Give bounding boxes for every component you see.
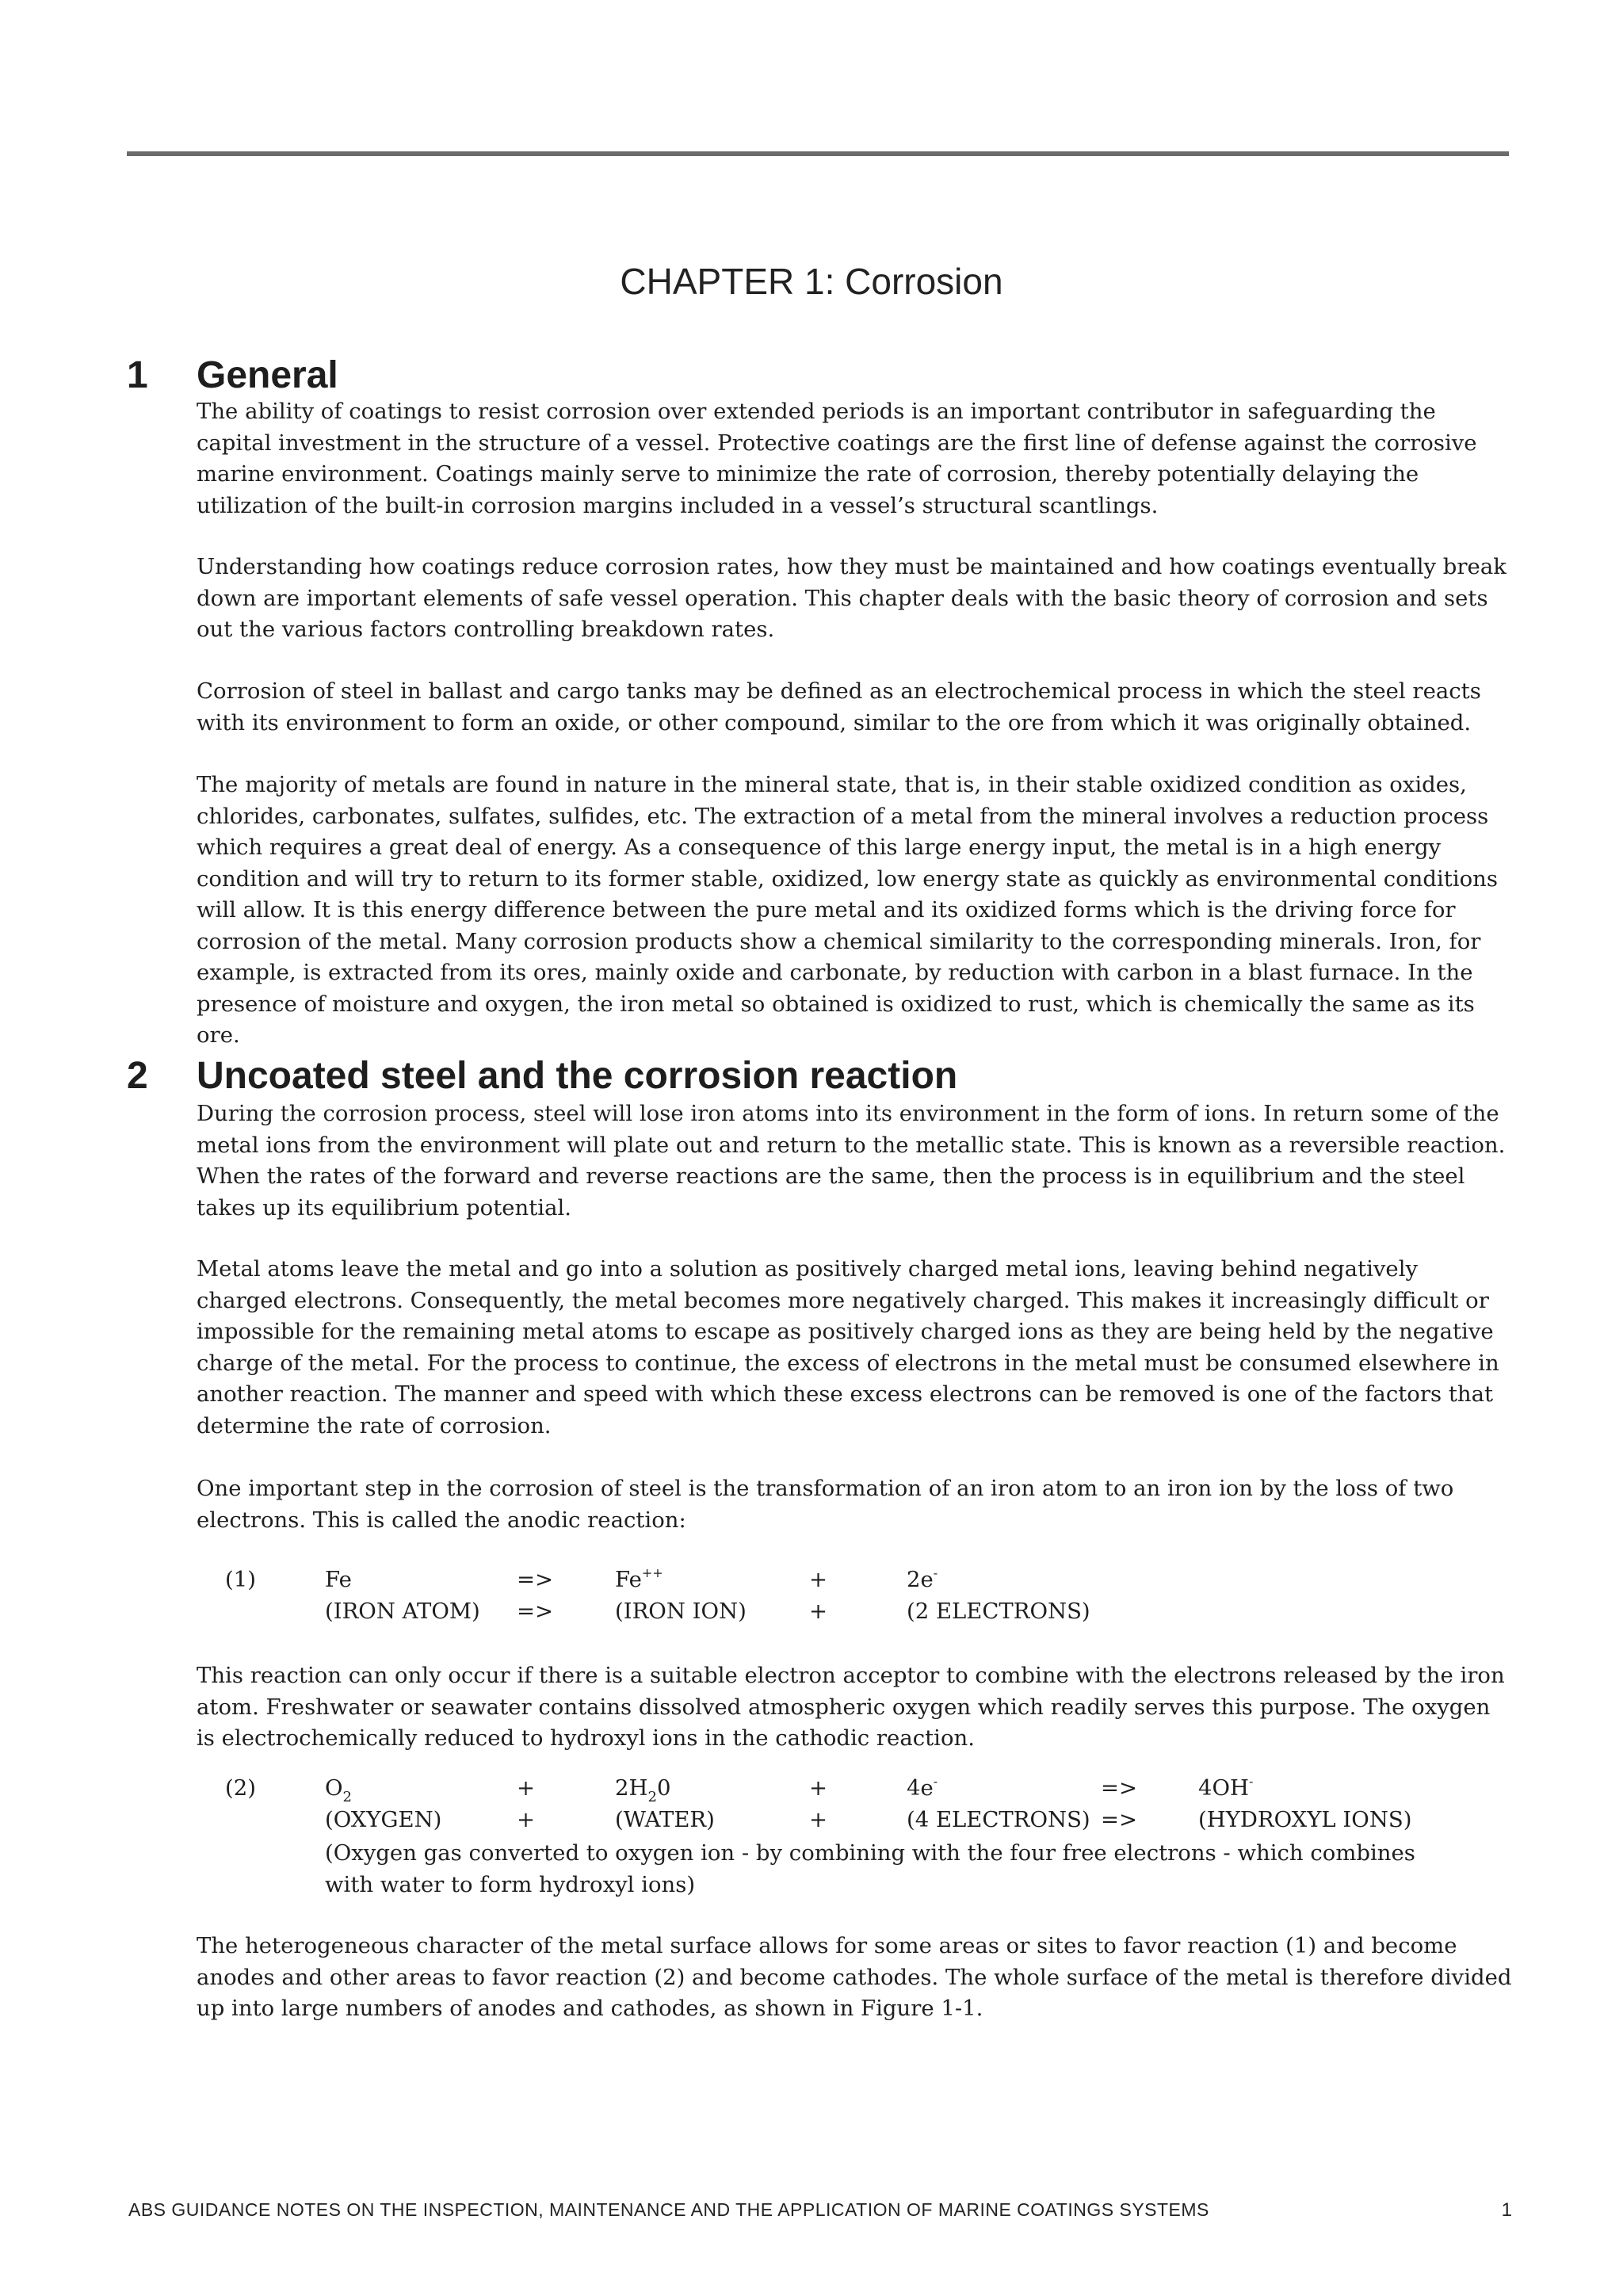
eq-term-base: 2e bbox=[907, 1567, 934, 1592]
header-rule bbox=[127, 151, 1509, 156]
paragraph: The ability of coatings to resist corrosion over extended periods is an important contributor in safeguarding the capital investment in the structure of a vessel. Protective coatings are the first line of defense against the corrosive marine environment. Coatings mainly serve to minimize the rate of corrosion, thereby potentially delaying the utilization of the built-in corrosion margins included in a vessel’s structural scantlings. bbox=[197, 399, 1477, 518]
eq-subscript: 2 bbox=[647, 1789, 657, 1805]
equation-cathodic bbox=[225, 1775, 1509, 1901]
eq-term: (4 ELECTRONS) bbox=[907, 1806, 1090, 1832]
eq-operator: + bbox=[809, 1598, 828, 1624]
footer-title: ABS GUIDANCE NOTES ON THE INSPECTION, MAINTENANCE AND THE APPLICATION OF MARINE COATINGS SYSTEMS bbox=[128, 2199, 1209, 2220]
eq-subscript: 2 bbox=[342, 1789, 352, 1805]
eq-term: (HYDROXYL IONS) bbox=[1198, 1806, 1412, 1832]
chapter-title: CHAPTER 1: Corrosion bbox=[620, 261, 1003, 302]
eq-term-base: 4OH bbox=[1198, 1775, 1250, 1801]
eq-superscript: - bbox=[1249, 1774, 1254, 1789]
paragraph: Corrosion of steel in ballast and cargo tanks may be defined as an electrochemical process in which the steel reacts with its environment to form an oxide, or other compound, similar to the ore from which it was originally obtained. bbox=[197, 678, 1481, 735]
eq-operator: + bbox=[809, 1806, 828, 1832]
section-title: General bbox=[197, 354, 338, 396]
eq-operator: => bbox=[517, 1598, 554, 1624]
eq-term bbox=[907, 1775, 938, 1801]
eq-superscript: - bbox=[933, 1774, 938, 1789]
equation-note: (Oxygen gas converted to oxygen ion - by combining with the four free electrons - which combines with water to form hydroxyl ions) bbox=[325, 1840, 1415, 1897]
equation-label: (2) bbox=[225, 1775, 256, 1801]
eq-operator: + bbox=[517, 1806, 536, 1832]
eq-term bbox=[615, 1567, 663, 1592]
eq-operator: => bbox=[1101, 1806, 1138, 1832]
section-title: Uncoated steel and the corrosion reaction bbox=[197, 1055, 958, 1097]
equation-label: (1) bbox=[225, 1567, 256, 1592]
section-1-heading bbox=[127, 353, 338, 397]
paragraph: The majority of metals are found in nature in the mineral state, that is, in their stable oxidized condition as oxides, chlorides, carbonates, sulfates, sulfides, etc. The extraction of a metal from the mineral involves a reduction process which requires a great deal of energy. As a consequence of this large energy input, the metal is in a high energy condition and will try to return to its former stable, oxidized, low energy state as quickly as environmental conditions will allow. It is this energy difference between the pure metal and its oxidized forms which is the driving force for corrosion of the metal. Many corrosion products show a chemical similarity to the corresponding minerals. Iron, for example, is extracted from its ores, mainly oxide and carbonate, by reduction with carbon in a blast furnace. In the presence of moisture and oxygen, the iron metal so obtained is oxidized to rust, which is chemically the same as its ore. bbox=[197, 772, 1498, 1048]
eq-term-base: O bbox=[325, 1775, 343, 1801]
eq-term bbox=[615, 1775, 671, 1805]
eq-term: (IRON ATOM) bbox=[325, 1598, 480, 1624]
eq-term: (WATER) bbox=[615, 1806, 715, 1832]
eq-term bbox=[907, 1567, 938, 1592]
eq-superscript: - bbox=[933, 1565, 938, 1580]
eq-operator: + bbox=[809, 1567, 828, 1592]
eq-term-base: Fe bbox=[615, 1567, 642, 1592]
paragraph: The heterogeneous character of the metal surface allows for some areas or sites to favor reaction (1) and become anodes and other areas to favor reaction (2) and become cathodes. The whole surface of the metal is therefore divided up into large numbers of anodes and cathodes, as shown in Figure 1-1. bbox=[197, 1933, 1512, 2021]
eq-operator: + bbox=[809, 1775, 828, 1801]
eq-term-base: 4e bbox=[907, 1775, 934, 1801]
eq-term-base: 2H bbox=[615, 1775, 648, 1801]
eq-operator: => bbox=[517, 1567, 554, 1592]
page-number: 1 bbox=[1501, 2199, 1512, 2221]
equation-anodic bbox=[225, 1567, 1414, 1629]
eq-term: (OXYGEN) bbox=[325, 1806, 442, 1832]
section-number: 1 bbox=[127, 354, 148, 396]
eq-term: Fe bbox=[325, 1567, 352, 1592]
paragraph: One important step in the corrosion of steel is the transformation of an iron atom to an iron ion by the loss of two electrons. This is called the anodic reaction: bbox=[197, 1476, 1454, 1533]
paragraph: This reaction can only occur if there is a suitable electron acceptor to combine with the electrons released by the iron atom. Freshwater or seawater contains dissolved atmospheric oxygen which readily serves this purpose. The oxygen is electrochemically reduced to hydroxyl ions in the cathodic reaction. bbox=[197, 1663, 1505, 1751]
paragraph: Understanding how coatings reduce corrosion rates, how they must be maintained and how coatings eventually break down are important elements of safe vessel operation. This chapter deals with the basic theory of corrosion and sets out the various factors controlling breakdown rates. bbox=[197, 554, 1507, 642]
eq-term bbox=[1198, 1775, 1253, 1801]
eq-superscript: ++ bbox=[641, 1565, 663, 1580]
section-number: 2 bbox=[127, 1055, 148, 1097]
eq-term-tail: 0 bbox=[656, 1775, 671, 1801]
eq-term: (IRON ION) bbox=[615, 1598, 747, 1624]
eq-term bbox=[325, 1775, 352, 1805]
eq-operator: => bbox=[1101, 1775, 1138, 1801]
eq-term: (2 ELECTRONS) bbox=[907, 1598, 1090, 1624]
section-2-heading bbox=[127, 1054, 957, 1098]
paragraph: During the corrosion process, steel will lose iron atoms into its environment in the form of ions. In return some of the metal ions from the environment will plate out and return to the metallic state. This is known as a reversible reaction. When the rates of the forward and reverse reactions are the same, then the process is in equilibrium and the steel takes up its equilibrium potential. bbox=[197, 1101, 1506, 1221]
eq-operator: + bbox=[517, 1775, 536, 1801]
paragraph: Metal atoms leave the metal and go into a solution as positively charged metal ions, leaving behind negatively charged electrons. Consequently, the metal becomes more negatively charged. This makes it increasingly difficult or impossible for the remaining metal atoms to escape as positively charged ions as they are being held by the negative charge of the metal. For the process to continue, the excess of electrons in the metal must be consumed elsewhere in another reaction. The manner and speed with which these excess electrons can be removed is one of the factors that determine the rate of corrosion. bbox=[197, 1256, 1499, 1438]
